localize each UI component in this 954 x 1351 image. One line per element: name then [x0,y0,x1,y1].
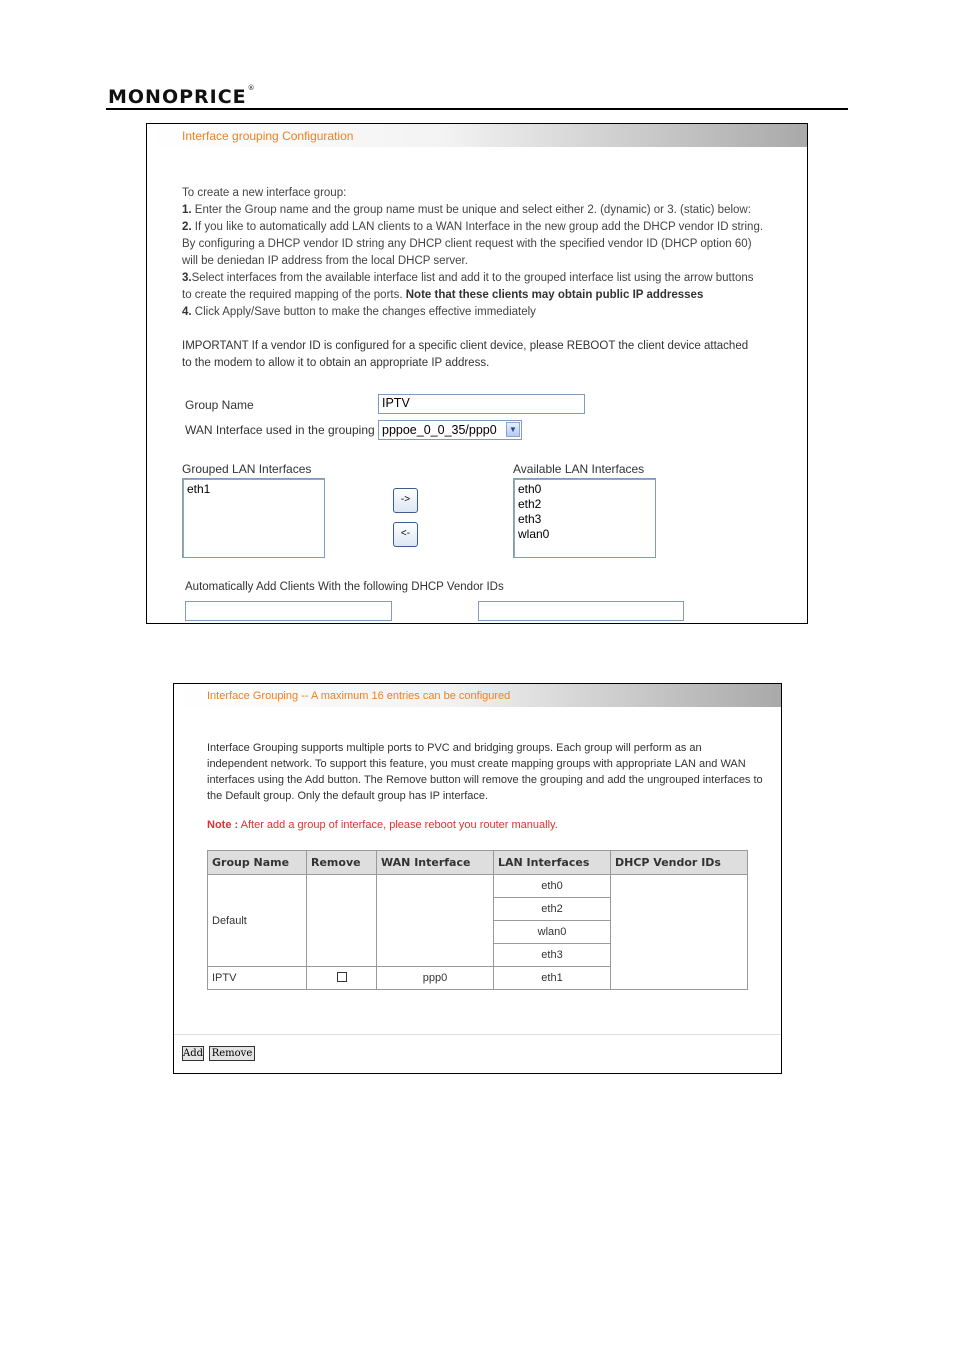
move-right-button[interactable]: -> [393,488,418,513]
remove-checkbox[interactable] [337,972,347,982]
instruction-step-2 [182,219,763,236]
brand-logo [108,86,256,108]
instruction-step-2c: will be deniedan IP address from the local DHCP server. [182,255,468,267]
lan-interface-cell: eth0 [494,875,611,898]
chevron-down-icon[interactable]: ▼ [506,422,520,437]
grouping-panel [173,683,782,1074]
vendor-id-input-2[interactable] [478,601,684,621]
move-left-button[interactable]: <- [393,522,418,547]
lan-interface-cell: wlan0 [494,921,611,944]
table-header-row [208,851,748,875]
instruction-step-3 [182,270,754,287]
header-group-name: Group Name [208,851,307,875]
logo-registered-mark: ® [247,84,256,92]
available-lan-item[interactable]: eth0 [518,482,542,496]
lan-interface-cell: eth3 [494,944,611,967]
instruction-step-2b: By configuring a DHCP vendor ID string any DHCP client request with the specified vendor ID (DHCP option 60) [182,238,752,250]
vendor-id-input-1[interactable] [185,601,392,621]
wan-interface-cell [377,875,494,967]
description-line-3: interfaces using the Add button. The Remove button will remove the grouping and add the ungrouped interfaces to [207,774,763,786]
config-panel [146,123,808,624]
logo-text: MONOPRICE [108,86,247,108]
step-3b-note: Note that these clients may obtain public IP addresses [405,289,704,301]
step-4-number: 4. [182,306,192,318]
panel-divider [174,1034,781,1035]
group-name-cell: Default [208,875,307,967]
wan-interface-selected: pppoe_0_0_35/ppp0 [382,423,497,437]
lan-interface-cell: eth1 [494,967,611,990]
step-2-number: 2. [182,221,192,233]
wan-interface-select[interactable] [378,420,522,440]
config-panel-title: Interface grouping Configuration [147,124,807,147]
instruction-step-1 [182,202,751,219]
grouping-table [207,850,748,990]
step-3-number: 3. [182,272,192,284]
available-lan-label: Available LAN Interfaces [513,462,645,476]
remove-cell [307,875,377,967]
wan-interface-label: WAN Interface used in the grouping [185,423,375,437]
group-name-label: Group Name [185,398,254,412]
step-3-text: Select interfaces from the available interface list and add it to the grouped interface list using the arrow buttons [191,272,754,284]
header-divider [106,108,848,110]
table-row [208,875,748,898]
important-notice-line-1: IMPORTANT If a vendor ID is configured for a specific client device, please REBOOT the client device attached [182,340,749,352]
remove-button[interactable]: Remove [209,1046,255,1061]
grouped-lan-listbox[interactable] [182,478,325,558]
note-text: After add a group of interface, please reboot you router manually. [238,819,558,831]
reboot-note [207,819,558,831]
header-lan-interfaces: LAN Interfaces [494,851,611,875]
lan-interface-cell: eth2 [494,898,611,921]
step-1-number: 1. [182,204,192,216]
description-line-4: the Default group. Only the default group has IP interface. [207,790,489,802]
grouped-lan-label: Grouped LAN Interfaces [182,462,312,476]
dhcp-vendor-cell [611,875,748,990]
header-dhcp-vendor-ids: DHCP Vendor IDs [611,851,748,875]
available-lan-item[interactable]: eth3 [518,512,542,526]
available-lan-listbox[interactable] [513,478,656,558]
remove-cell [307,967,377,990]
step-2-text: If you like to automatically add LAN clients to a WAN Interface in the new group add the DHCP vendor ID string. [191,221,764,233]
step-3b-text: to create the required mapping of the ports. [182,289,406,301]
step-4-text: Click Apply/Save button to make the changes effective immediately [191,306,536,318]
grouped-lan-item[interactable]: eth1 [187,482,211,496]
group-name-input[interactable]: IPTV [378,394,585,414]
group-name-cell: IPTV [208,967,307,990]
add-button[interactable]: Add [183,1048,204,1059]
instructions-intro: To create a new interface group: [182,187,347,199]
description-line-2: independent network. To support this feature, you must create mapping groups with appropriate LAN and WAN [207,758,746,770]
important-notice-line-2: to the modem to allow it to obtain an appropriate IP address. [182,357,490,369]
note-label: Note : [207,819,239,831]
grouping-panel-title: Interface Grouping -- A maximum 16 entries can be configured [174,684,781,707]
available-lan-item[interactable]: eth2 [518,497,542,511]
header-remove: Remove [307,851,377,875]
instruction-step-4 [182,304,536,321]
vendor-id-label: Automatically Add Clients With the following DHCP Vendor IDs [185,581,504,593]
wan-interface-cell: ppp0 [377,967,494,990]
instruction-step-3b [182,287,703,304]
step-1-text: Enter the Group name and the group name must be unique and select either 2. (dynamic) or 3. (static) below: [191,204,751,216]
header-wan-interface: WAN Interface [377,851,494,875]
available-lan-item[interactable]: wlan0 [518,527,550,541]
description-line-1: Interface Grouping supports multiple ports to PVC and bridging groups. Each group will perform as an [207,742,702,754]
